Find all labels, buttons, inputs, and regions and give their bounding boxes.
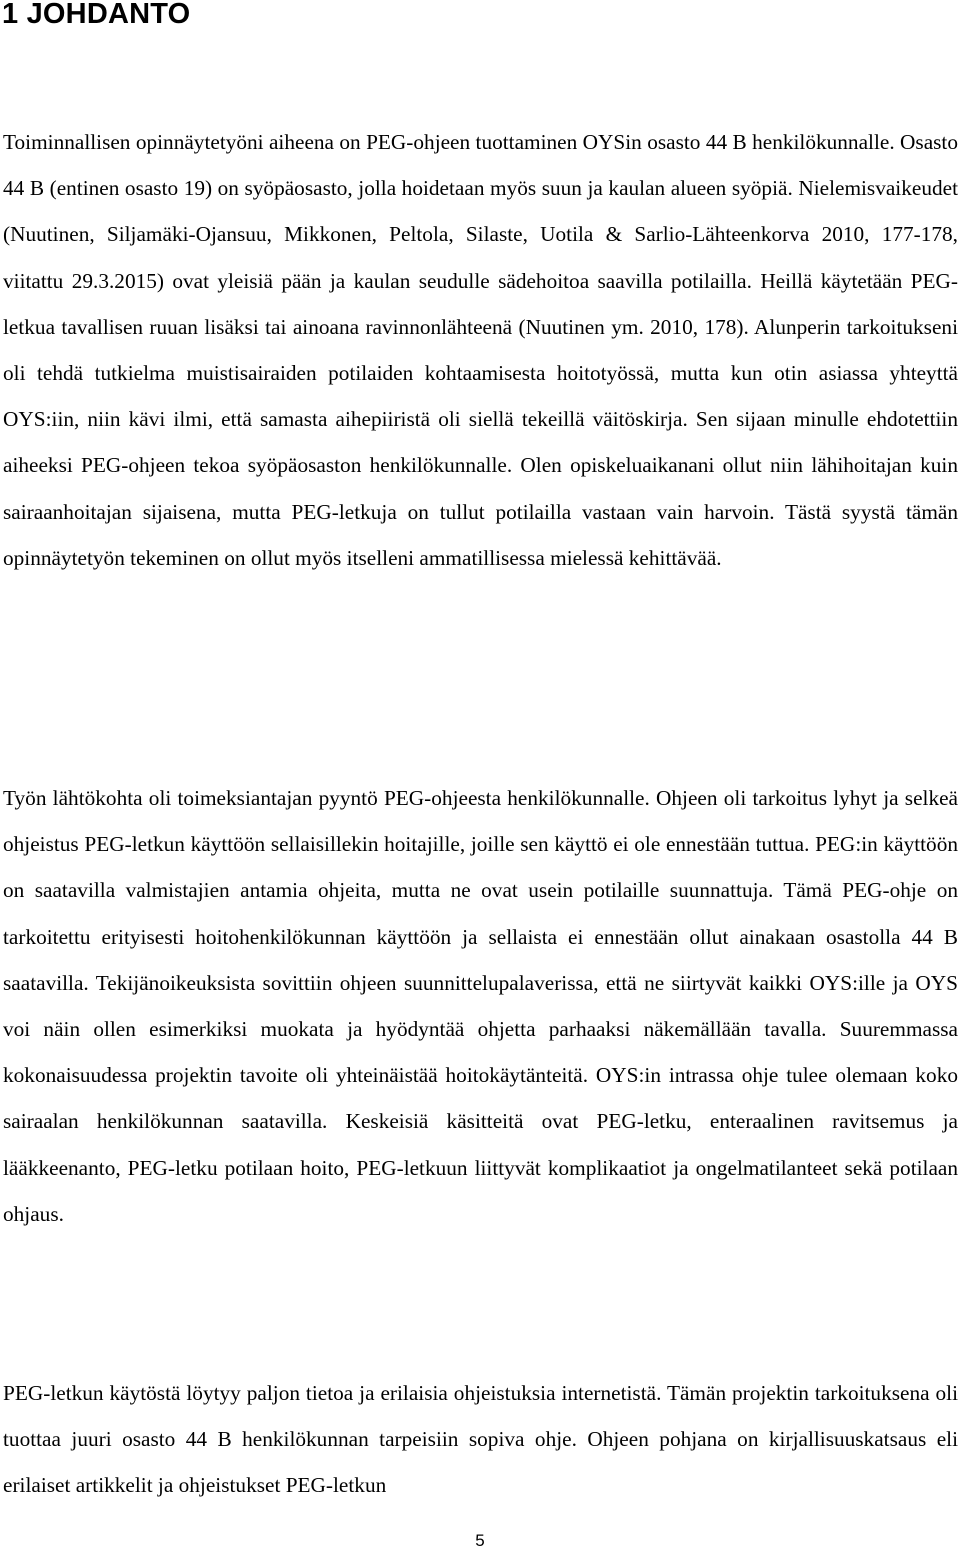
paragraph-starting-point: Työn lähtökohta oli toimeksiantajan pyyntö PEG-ohjeesta henkilökunnalle. Ohjeen oli tarkoitus lyhyt ja selkeä ohjeistus PEG-letkun käyttöön sellaisillekin hoitajille, joille sen käyttö ei ole ennestään tuttua. PEG:in käyttöön on saatavilla valmistajien antamia ohjeita, mutta ne ovat usein potilaille suunnattuja. Tämä PEG-ohje on tarkoitettu erityisesti hoitohenkilökunnan käyttöön ja sellaista ei ennestään ollut ainakaan osastolla 44 B saatavilla. Tekijänoikeuksista sovittiin ohjeen suunnittelupalaverissa, että ne siirtyvät kaikki OYS:ille ja OYS voi näin ollen esimerkiksi muokata ja hyödyntää ohjetta parhaaksi näkemällään tavalla. Suuremmassa kokonaisuudessa projektin tavoite oli yhteinäistää hoitokäytänteitä. OYS:in intrassa ohje tulee olemaan koko sairaalan henkilökunnan saatavilla. Keskeisiä käsitteitä ovat PEG-letku, enteraalinen ravitsemus ja lääkkeenanto, PEG-letku potilaan hoito, PEG-letkuun liittyvät komplikaatiot ja ongelmatilanteet sekä potilaan ohjaus. — [3, 786, 958, 1226]
paragraph-project-purpose: PEG-letkun käytöstä löytyy paljon tietoa ja erilaisia ohjeistuksia internetistä. Tämän projektin tarkoituksena oli tuottaa juuri osasto 44 B henkilökunnan tarpeisiin sopiva ohje. Ohjeen pohjana on kirjallisuuskatsaus eli erilaiset artikkelit ja ohjeistukset PEG-letkun — [3, 1381, 958, 1498]
paragraph-intro: Toiminnallisen opinnäytetyöni aiheena on PEG-ohjeen tuottaminen OYSin osasto 44 B henkilökunnalle. Osasto 44 B (entinen osasto 19) on syöpäosasto, jolla hoidetaan myös suun ja kaulan alueen syöpiä. Nielemisvaikeudet (Nuutinen, Siljamäki-Ojansuu, Mikkonen, Peltola, Silaste, Uotila & Sarlio-Lähteenkorva 2010, 177-178, viitattu 29.3.2015) ovat yleisiä pään ja kaulan seudulle sädehoitoa saavilla potilailla. Heillä käytetään PEG-letkua tavallisen ruuan lisäksi tai ainoana ravinnonlähteenä (Nuutinen ym. 2010, 178). Alunperin tarkoitukseni oli tehdä tutkielma muistisairaiden potilaiden kohtaamisesta hoitotyössä, mutta kun otin asiassa yhteyttä OYS:iin, niin kävi ilmi, että samasta aihepiiristä oli siellä tekeillä väitöskirja. Sen sijaan minulle ehdotettiin aiheeksi PEG-ohjeen tekoa syöpäosaston henkilökunnalle. Olen opiskeluaikanani ollut niin lähihoitajan kuin sairaanhoitajan sijaisena, mutta PEG-letkuja on tullut potilailla vastaan vain harvoin. Tästä syystä tämän opinnäytetyön tekeminen on ollut myös itselleni ammatillisessa mielessä kehittävää. — [3, 130, 958, 570]
chapter-heading: 1 JOHDANTO — [2, 0, 191, 30]
page-number: 5 — [475, 1531, 485, 1550]
